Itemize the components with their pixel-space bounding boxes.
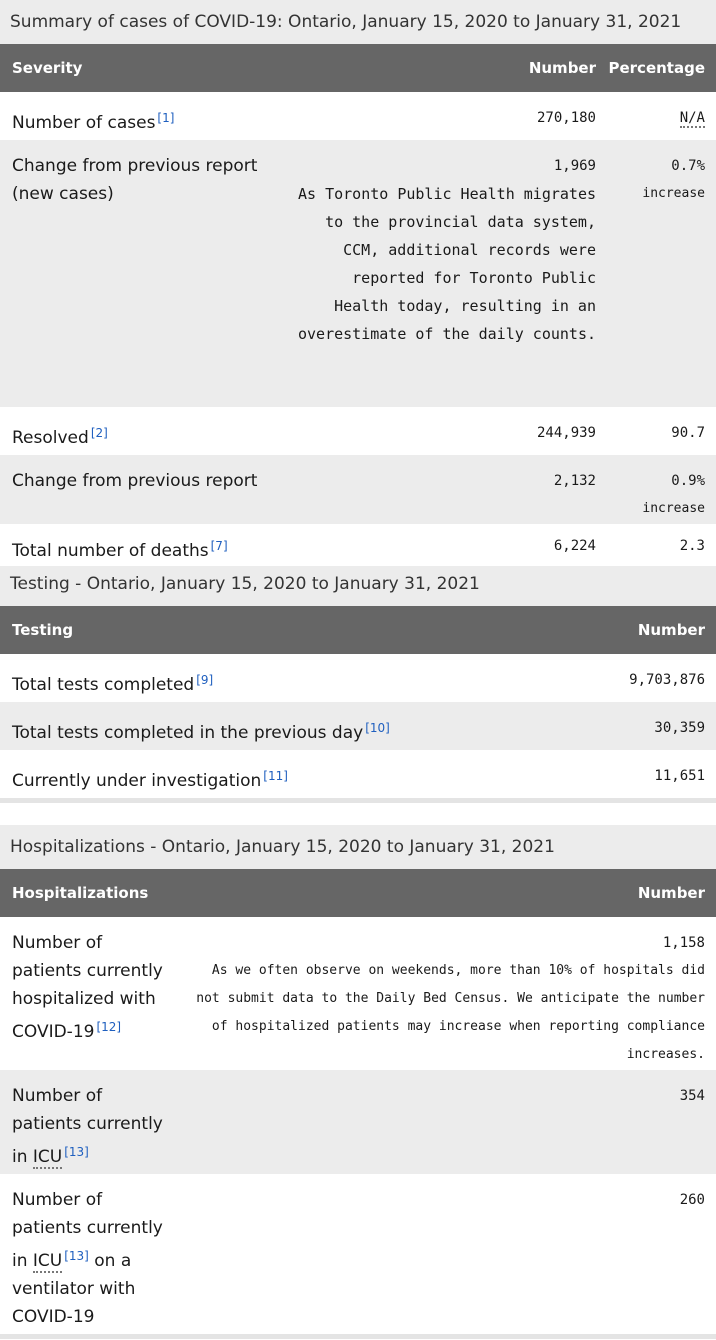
row-label: Number of cases [1] — [12, 111, 175, 133]
hospitalizations-table — [0, 825, 716, 1339]
footnote-link[interactable]: [12] — [96, 1020, 122, 1034]
summary-table — [0, 0, 716, 566]
row-label: Change from previous report — [12, 471, 258, 491]
table-row — [0, 92, 716, 140]
row-label: Number of patients currently hospitalized with COVID-19 [12] — [12, 933, 163, 1042]
table-row — [0, 1070, 716, 1174]
cell-number: 9,703,876 — [629, 672, 705, 688]
footnote-link[interactable]: [7] — [210, 539, 228, 553]
cell-number: 11,651 — [654, 768, 705, 784]
testing-header-row — [0, 606, 716, 654]
row-label: Change from previous report (new cases) — [12, 156, 258, 204]
row-label: Number of patients currently in ICU [13] on a ventilator with COVID-19 — [12, 1190, 163, 1327]
header-number: Number — [637, 621, 705, 639]
footnote-link[interactable]: [9] — [196, 673, 214, 687]
cell-number: 244,939 — [536, 425, 596, 441]
footnote-link[interactable]: [13] — [64, 1145, 89, 1159]
footnote-link[interactable]: [1] — [157, 111, 175, 125]
cell-note: As we often observe on weekends, more than 10% of hospitals did not submit data to the Daily Bed Census. We anticipate the number of hospitalized patients may increase when reporting compliance increases. — [196, 963, 705, 1062]
summary-caption: Summary of cases of COVID-19: Ontario, January 15, 2020 to January 31, 2021 — [0, 0, 716, 44]
header-percentage: Percentage — [608, 59, 705, 77]
cell-number: 1,158 — [662, 935, 705, 951]
hospitalizations-caption: Hospitalizations - Ontario, January 15, 2020 to January 31, 2021 — [0, 825, 716, 869]
table-row — [0, 524, 716, 566]
header-severity: Severity — [12, 59, 83, 77]
cell-percentage — [680, 104, 705, 132]
header-testing: Testing — [12, 621, 74, 639]
na-abbr: N/A — [679, 110, 705, 126]
cell-number: 270,180 — [536, 110, 596, 126]
icu-abbr: ICU — [32, 1147, 63, 1167]
row-label: Total number of deaths [7] — [12, 539, 228, 561]
header-hospitalizations: Hospitalizations — [12, 884, 149, 902]
table-row — [0, 407, 716, 455]
summary-header-row — [0, 44, 716, 92]
cell-percentage: 90.7 — [671, 425, 705, 441]
row-label: Currently under investigation [11] — [12, 769, 288, 791]
header-number: Number — [637, 884, 705, 902]
row-label: Total tests completed in the previous day [10] — [12, 721, 390, 743]
hospitalizations-header-row — [0, 869, 716, 917]
cell-number: 30,359 — [654, 720, 705, 736]
footnote-link[interactable]: [11] — [263, 769, 288, 783]
table-row — [0, 917, 716, 1070]
divider — [0, 1334, 716, 1339]
footnote-link[interactable]: [2] — [90, 426, 108, 440]
row-label: Resolved [2] — [12, 426, 108, 448]
table-row — [0, 140, 716, 407]
cell-percentage: 0.7% increase — [642, 158, 705, 201]
cell-number: 354 — [679, 1088, 705, 1104]
testing-table — [0, 566, 716, 825]
footnote-link[interactable]: [10] — [365, 721, 390, 735]
row-label: Number of patients currently in ICU [13] — [12, 1086, 163, 1167]
table-row — [0, 750, 716, 798]
cell-number: 2,132 — [553, 473, 596, 489]
cell-percentage: 0.9% increase — [642, 473, 705, 516]
spacer — [0, 803, 716, 825]
cell-number: 1,969 — [553, 158, 596, 174]
header-number: Number — [528, 59, 596, 77]
table-row — [0, 1174, 716, 1334]
table-row — [0, 654, 716, 702]
footnote-link[interactable]: [13] — [64, 1249, 89, 1263]
cell-note: As Toronto Public Health migrates to the provincial data system, CCM, additional records were reported for Toronto Public Health today, resulting in an overestimate of the daily counts. — [297, 185, 596, 343]
cell-percentage: 2.3 — [679, 538, 705, 554]
table-row — [0, 455, 716, 524]
icu-abbr: ICU — [32, 1251, 63, 1271]
testing-caption: Testing - Ontario, January 15, 2020 to January 31, 2021 — [0, 566, 716, 606]
cell-number: 6,224 — [553, 538, 596, 554]
cell-number: 260 — [679, 1192, 705, 1208]
table-row — [0, 702, 716, 750]
row-label: Total tests completed [9] — [12, 673, 214, 695]
